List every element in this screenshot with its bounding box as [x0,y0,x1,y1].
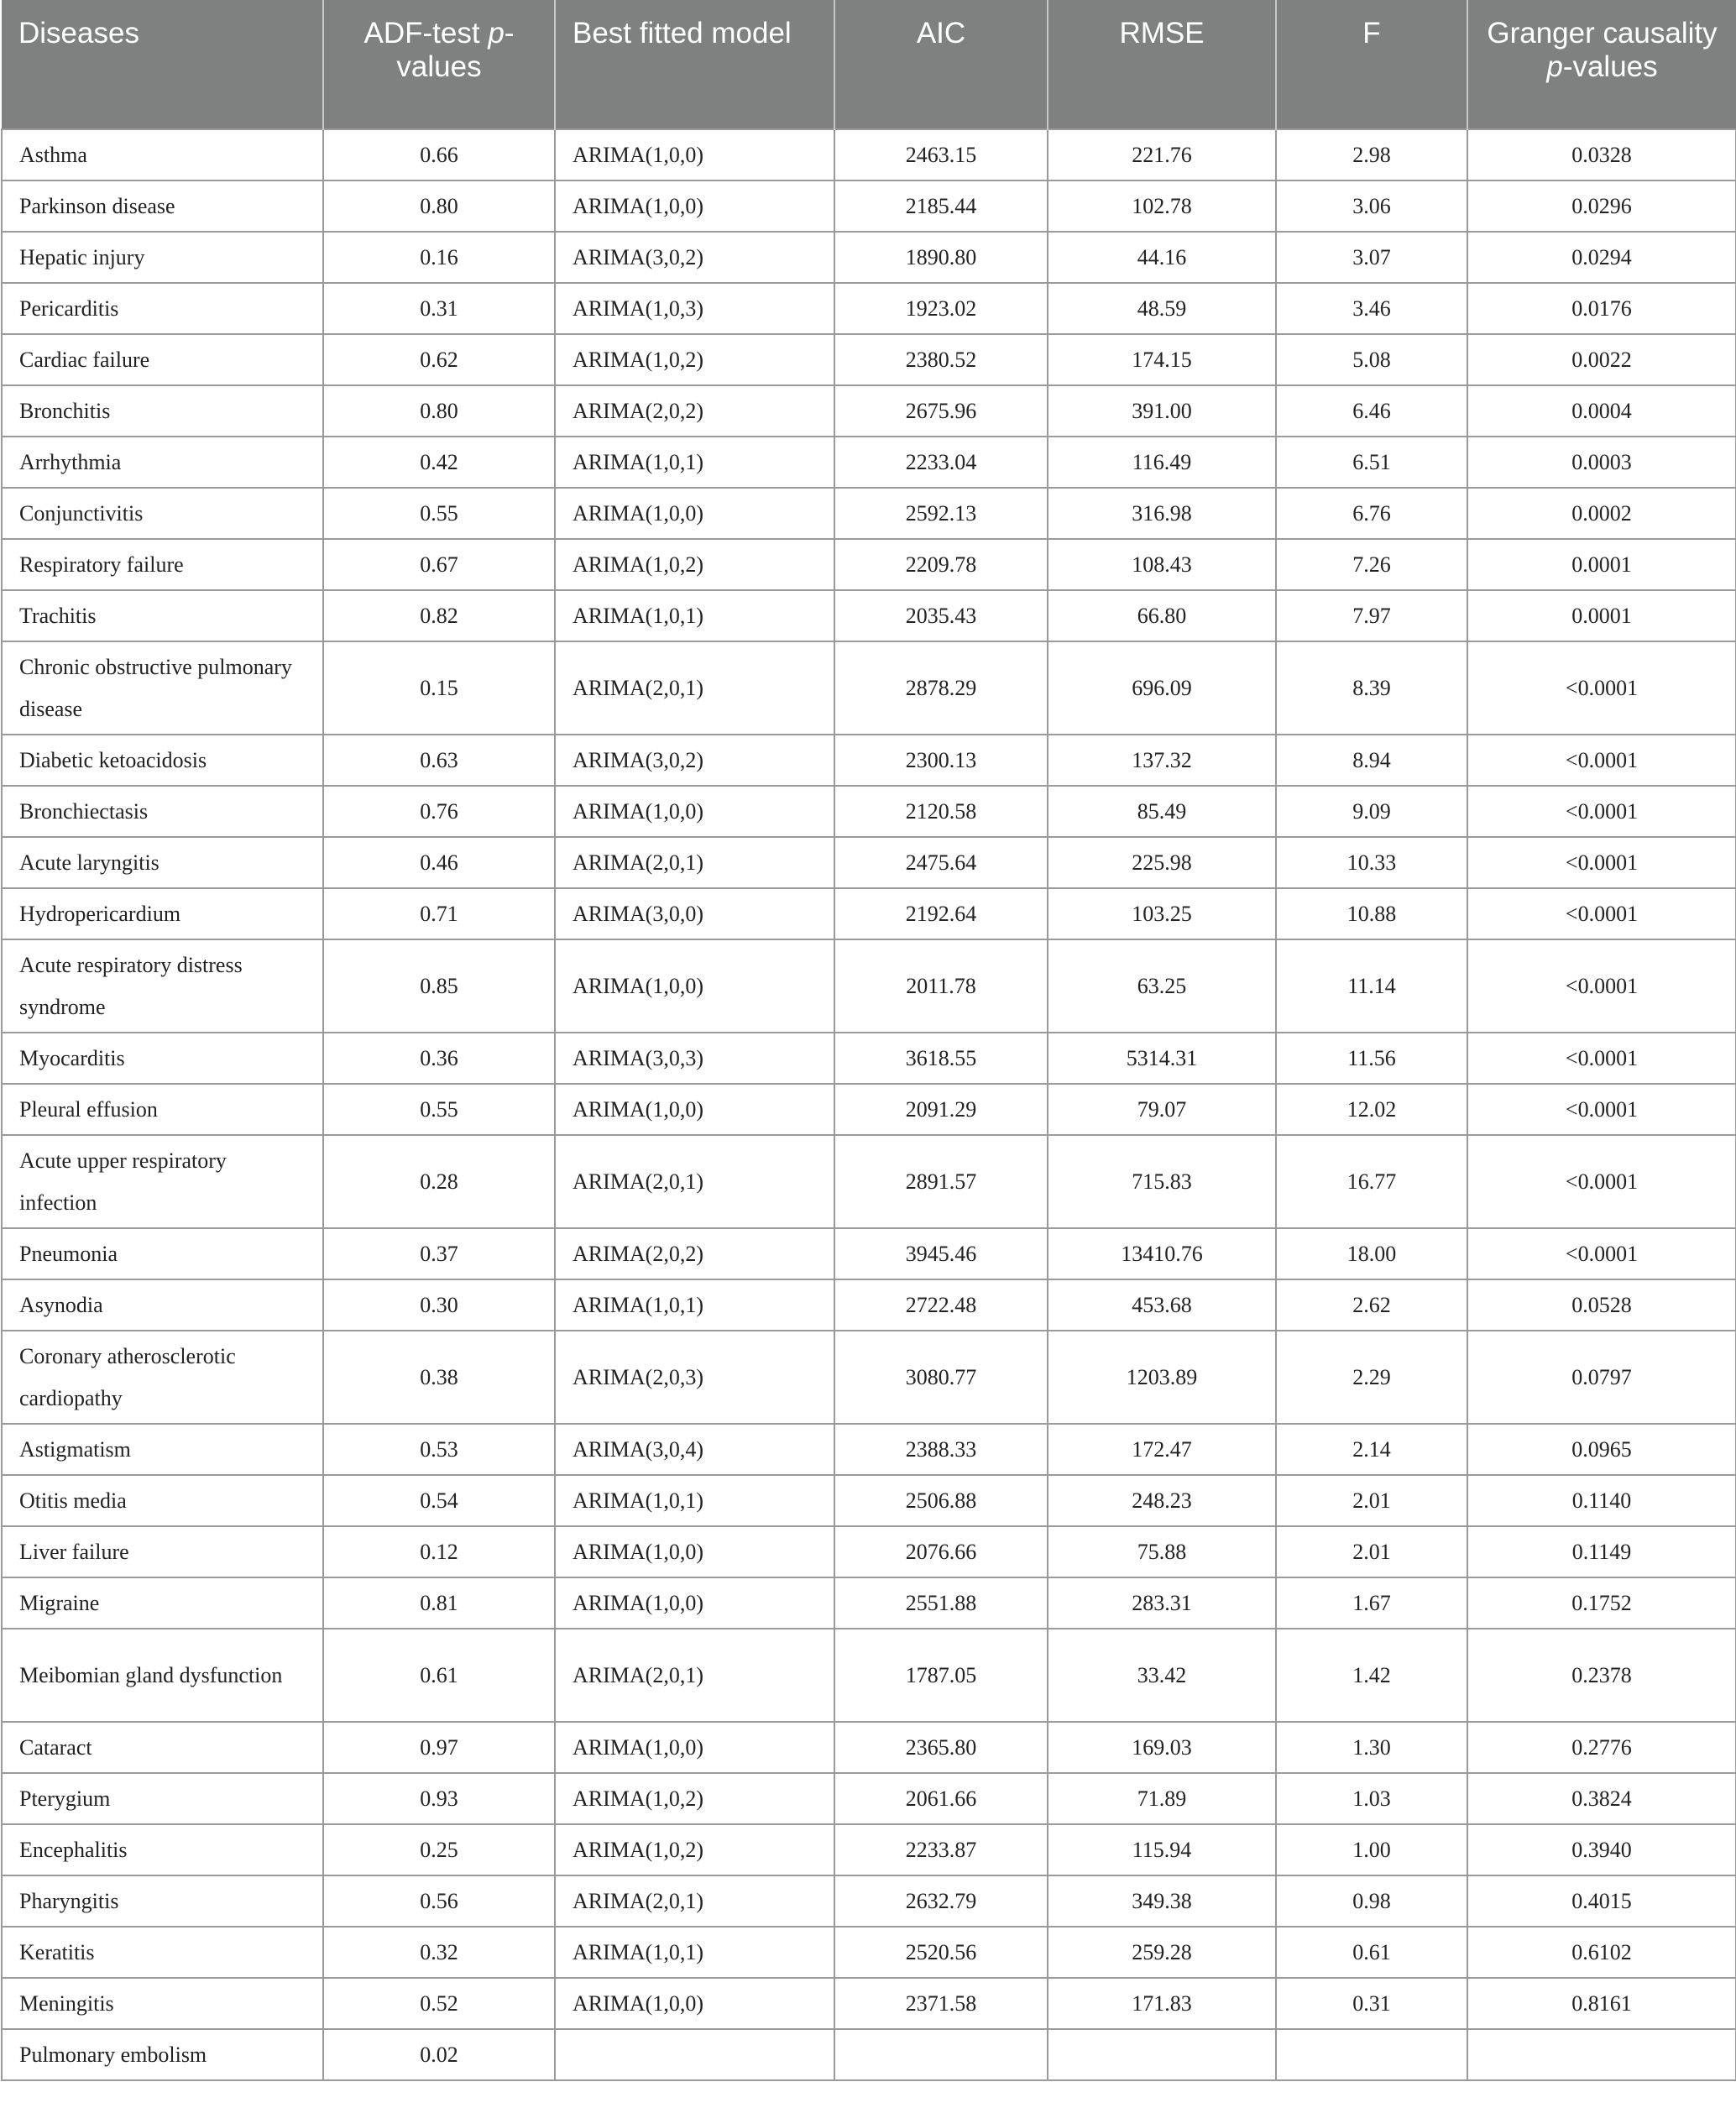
disease-name-cell: Pericarditis [2,283,323,334]
best-model-cell: ARIMA(1,0,1) [555,1475,834,1526]
table-row [2,232,1736,283]
f-value-cell: 10.88 [1276,888,1467,939]
disease-name-cell: Coronary atherosclerotic cardiopathy [2,1331,323,1424]
f-value-cell: 1.03 [1276,1773,1467,1824]
aic-value-cell: 2506.88 [834,1475,1048,1526]
table-row [2,786,1736,837]
adf-p-value-cell: 0.63 [323,735,555,786]
disease-name-cell: Myocarditis [2,1033,323,1084]
rmse-value-cell: 71.89 [1048,1773,1276,1824]
aic-value-cell: 1890.80 [834,232,1048,283]
disease-name-cell: Asthma [2,129,323,180]
f-value-cell: 2.01 [1276,1475,1467,1526]
adf-p-value-cell: 0.32 [323,1927,555,1978]
f-value-cell: 1.30 [1276,1722,1467,1773]
adf-p-value-cell: 0.80 [323,180,555,232]
rmse-value-cell: 171.83 [1048,1978,1276,2029]
adf-p-value-cell: 0.25 [323,1824,555,1875]
granger-p-value-cell [1467,2029,1736,2080]
f-value-cell [1276,2029,1467,2080]
results-table [1,0,1736,2081]
disease-name-cell: Arrhythmia [2,437,323,488]
rmse-value-cell: 696.09 [1048,641,1276,735]
granger-p-value-cell: <0.0001 [1467,786,1736,837]
rmse-value-cell: 221.76 [1048,129,1276,180]
adf-p-value-cell: 0.80 [323,385,555,437]
table-row [2,283,1736,334]
aic-value-cell: 2300.13 [834,735,1048,786]
best-model-cell: ARIMA(1,0,1) [555,590,834,641]
aic-value-cell: 2891.57 [834,1135,1048,1228]
best-model-cell: ARIMA(2,0,2) [555,1228,834,1279]
adf-p-value-cell: 0.02 [323,2029,555,2080]
adf-p-value-cell: 0.46 [323,837,555,888]
f-value-cell: 1.00 [1276,1824,1467,1875]
best-model-cell: ARIMA(3,0,2) [555,232,834,283]
f-value-cell: 12.02 [1276,1084,1467,1135]
rmse-value-cell: 453.68 [1048,1279,1276,1331]
adf-p-value-cell: 0.12 [323,1526,555,1577]
aic-value-cell [834,2029,1048,2080]
disease-name-cell: Bronchiectasis [2,786,323,837]
granger-p-value-cell: 0.3940 [1467,1824,1736,1875]
rmse-value-cell: 48.59 [1048,283,1276,334]
table-body [2,129,1736,2080]
adf-p-value-cell: 0.61 [323,1629,555,1722]
header-text-part: Best fitted model [573,17,792,50]
rmse-value-cell: 102.78 [1048,180,1276,232]
best-model-cell: ARIMA(2,0,1) [555,837,834,888]
best-model-cell: ARIMA(2,0,2) [555,385,834,437]
table-row [2,641,1736,735]
rmse-value-cell: 283.31 [1048,1577,1276,1629]
rmse-value-cell: 44.16 [1048,232,1276,283]
f-value-cell: 3.07 [1276,232,1467,283]
best-model-cell: ARIMA(1,0,0) [555,1722,834,1773]
best-model-cell: ARIMA(1,0,2) [555,539,834,590]
disease-name-cell: Diabetic ketoacidosis [2,735,323,786]
table-row [2,837,1736,888]
header-text-part: AIC [916,17,966,50]
granger-p-value-cell: 0.1149 [1467,1526,1736,1577]
adf-p-value-cell: 0.56 [323,1875,555,1927]
granger-p-value-cell: 0.0001 [1467,539,1736,590]
best-model-cell: ARIMA(1,0,0) [555,1577,834,1629]
header-text-part: p [488,17,505,50]
header-best-fitted-model [555,0,834,129]
granger-p-value-cell: 0.0296 [1467,180,1736,232]
rmse-value-cell: 172.47 [1048,1424,1276,1475]
f-value-cell: 2.29 [1276,1331,1467,1424]
disease-name-cell: Pneumonia [2,1228,323,1279]
granger-p-value-cell: 0.1140 [1467,1475,1736,1526]
disease-name-cell: Trachitis [2,590,323,641]
f-value-cell: 1.67 [1276,1577,1467,1629]
adf-p-value-cell: 0.38 [323,1331,555,1424]
granger-p-value-cell: <0.0001 [1467,1135,1736,1228]
f-value-cell: 16.77 [1276,1135,1467,1228]
rmse-value-cell: 5314.31 [1048,1033,1276,1084]
rmse-value-cell: 115.94 [1048,1824,1276,1875]
aic-value-cell: 2233.87 [834,1824,1048,1875]
header-text-part: p [1546,50,1563,83]
best-model-cell: ARIMA(1,0,0) [555,1526,834,1577]
table-row [2,1526,1736,1577]
rmse-value-cell: 108.43 [1048,539,1276,590]
disease-name-cell: Parkinson disease [2,180,323,232]
adf-p-value-cell: 0.97 [323,1722,555,1773]
disease-name-cell: Acute upper respiratory infection [2,1135,323,1228]
header-text-part: ADF-test [363,17,489,50]
granger-p-value-cell: 0.3824 [1467,1773,1736,1824]
adf-p-value-cell: 0.55 [323,1084,555,1135]
granger-p-value-cell: 0.0328 [1467,129,1736,180]
f-value-cell: 3.46 [1276,283,1467,334]
granger-p-value-cell: <0.0001 [1467,837,1736,888]
header-text-part: -values [396,17,515,83]
granger-p-value-cell: <0.0001 [1467,735,1736,786]
table-row [2,334,1736,385]
table-row [2,180,1736,232]
best-model-cell: ARIMA(3,0,3) [555,1033,834,1084]
rmse-value-cell: 66.80 [1048,590,1276,641]
table-row [2,437,1736,488]
aic-value-cell: 2380.52 [834,334,1048,385]
table-row [2,1475,1736,1526]
f-value-cell: 2.62 [1276,1279,1467,1331]
aic-value-cell: 2061.66 [834,1773,1048,1824]
table-row [2,888,1736,939]
header-aic [834,0,1048,129]
adf-p-value-cell: 0.36 [323,1033,555,1084]
granger-p-value-cell: <0.0001 [1467,1228,1736,1279]
aic-value-cell: 2120.58 [834,786,1048,837]
header-rmse [1048,0,1276,129]
f-value-cell: 9.09 [1276,786,1467,837]
disease-name-cell: Keratitis [2,1927,323,1978]
granger-p-value-cell: 0.0022 [1467,334,1736,385]
disease-name-cell: Astigmatism [2,1424,323,1475]
header-text-part: Granger causality [1487,17,1718,50]
table-row [2,1424,1736,1475]
adf-p-value-cell: 0.53 [323,1424,555,1475]
header-text-part: F [1362,17,1381,50]
best-model-cell: ARIMA(1,0,1) [555,1927,834,1978]
granger-p-value-cell: 0.2776 [1467,1722,1736,1773]
adf-p-value-cell: 0.93 [323,1773,555,1824]
table-header [2,0,1736,129]
f-value-cell: 11.56 [1276,1033,1467,1084]
rmse-value-cell: 103.25 [1048,888,1276,939]
disease-name-cell: Meningitis [2,1978,323,2029]
aic-value-cell: 2185.44 [834,180,1048,232]
aic-value-cell: 2076.66 [834,1526,1048,1577]
table-row [2,1279,1736,1331]
disease-name-cell: Cataract [2,1722,323,1773]
rmse-value-cell: 349.38 [1048,1875,1276,1927]
granger-p-value-cell: 0.0528 [1467,1279,1736,1331]
table-row [2,1228,1736,1279]
disease-name-cell: Asynodia [2,1279,323,1331]
aic-value-cell: 2192.64 [834,888,1048,939]
granger-p-value-cell: 0.0965 [1467,1424,1736,1475]
best-model-cell [555,2029,834,2080]
header-diseases [2,0,323,129]
disease-name-cell: Chronic obstructive pulmonary disease [2,641,323,735]
best-model-cell: ARIMA(1,0,0) [555,786,834,837]
adf-p-value-cell: 0.30 [323,1279,555,1331]
rmse-value-cell: 715.83 [1048,1135,1276,1228]
best-model-cell: ARIMA(1,0,3) [555,283,834,334]
table-row [2,939,1736,1033]
best-model-cell: ARIMA(1,0,0) [555,1084,834,1135]
disease-name-cell: Pharyngitis [2,1875,323,1927]
granger-p-value-cell: 0.0003 [1467,437,1736,488]
granger-p-value-cell: 0.6102 [1467,1927,1736,1978]
rmse-value-cell: 63.25 [1048,939,1276,1033]
rmse-value-cell: 225.98 [1048,837,1276,888]
f-value-cell: 5.08 [1276,334,1467,385]
rmse-value-cell: 13410.76 [1048,1228,1276,1279]
adf-p-value-cell: 0.82 [323,590,555,641]
best-model-cell: ARIMA(1,0,0) [555,939,834,1033]
aic-value-cell: 2592.13 [834,488,1048,539]
adf-p-value-cell: 0.66 [323,129,555,180]
aic-value-cell: 2675.96 [834,385,1048,437]
rmse-value-cell: 248.23 [1048,1475,1276,1526]
aic-value-cell: 2388.33 [834,1424,1048,1475]
aic-value-cell: 2520.56 [834,1927,1048,1978]
rmse-value-cell: 137.32 [1048,735,1276,786]
adf-p-value-cell: 0.71 [323,888,555,939]
table-row [2,1875,1736,1927]
f-value-cell: 6.51 [1276,437,1467,488]
adf-p-value-cell: 0.42 [323,437,555,488]
table-row [2,1722,1736,1773]
rmse-value-cell: 33.42 [1048,1629,1276,1722]
disease-name-cell: Liver failure [2,1526,323,1577]
aic-value-cell: 3080.77 [834,1331,1048,1424]
table-row [2,590,1736,641]
table-row [2,1084,1736,1135]
adf-p-value-cell: 0.52 [323,1978,555,2029]
header-adf-test-p-values [323,0,555,129]
aic-value-cell: 2475.64 [834,837,1048,888]
granger-p-value-cell: 0.2378 [1467,1629,1736,1722]
header-row [2,0,1736,129]
disease-name-cell: Acute laryngitis [2,837,323,888]
best-model-cell: ARIMA(2,0,1) [555,1875,834,1927]
table-row [2,1773,1736,1824]
granger-p-value-cell: 0.0797 [1467,1331,1736,1424]
f-value-cell: 7.97 [1276,590,1467,641]
aic-value-cell: 2722.48 [834,1279,1048,1331]
disease-name-cell: Respiratory failure [2,539,323,590]
rmse-value-cell [1048,2029,1276,2080]
best-model-cell: ARIMA(1,0,2) [555,334,834,385]
table-row [2,1629,1736,1722]
adf-p-value-cell: 0.31 [323,283,555,334]
f-value-cell: 7.26 [1276,539,1467,590]
disease-name-cell: Hepatic injury [2,232,323,283]
table-row [2,1135,1736,1228]
best-model-cell: ARIMA(2,0,1) [555,1135,834,1228]
best-model-cell: ARIMA(1,0,0) [555,1978,834,2029]
granger-p-value-cell: <0.0001 [1467,939,1736,1033]
adf-p-value-cell: 0.55 [323,488,555,539]
disease-name-cell: Pterygium [2,1773,323,1824]
aic-value-cell: 2011.78 [834,939,1048,1033]
aic-value-cell: 1923.02 [834,283,1048,334]
best-model-cell: ARIMA(3,0,4) [555,1424,834,1475]
granger-p-value-cell: <0.0001 [1467,888,1736,939]
disease-name-cell: Migraine [2,1577,323,1629]
f-value-cell: 2.01 [1276,1526,1467,1577]
table-row [2,129,1736,180]
f-value-cell: 2.14 [1276,1424,1467,1475]
table-row [2,488,1736,539]
rmse-value-cell: 259.28 [1048,1927,1276,1978]
header-text-part: RMSE [1119,17,1205,50]
best-model-cell: ARIMA(2,0,1) [555,641,834,735]
aic-value-cell: 3945.46 [834,1228,1048,1279]
granger-p-value-cell: <0.0001 [1467,1033,1736,1084]
f-value-cell: 8.39 [1276,641,1467,735]
aic-value-cell: 2035.43 [834,590,1048,641]
f-value-cell: 10.33 [1276,837,1467,888]
rmse-value-cell: 391.00 [1048,385,1276,437]
disease-name-cell: Otitis media [2,1475,323,1526]
adf-p-value-cell: 0.28 [323,1135,555,1228]
disease-name-cell: Meibomian gland dysfunction [2,1629,323,1722]
aic-value-cell: 2209.78 [834,539,1048,590]
best-model-cell: ARIMA(2,0,3) [555,1331,834,1424]
adf-p-value-cell: 0.67 [323,539,555,590]
granger-p-value-cell: <0.0001 [1467,1084,1736,1135]
rmse-value-cell: 75.88 [1048,1526,1276,1577]
aic-value-cell: 2091.29 [834,1084,1048,1135]
f-value-cell: 0.98 [1276,1875,1467,1927]
rmse-value-cell: 1203.89 [1048,1331,1276,1424]
disease-name-cell: Cardiac failure [2,334,323,385]
aic-value-cell: 3618.55 [834,1033,1048,1084]
best-model-cell: ARIMA(3,0,2) [555,735,834,786]
adf-p-value-cell: 0.76 [323,786,555,837]
f-value-cell: 1.42 [1276,1629,1467,1722]
best-model-cell: ARIMA(1,0,0) [555,180,834,232]
best-model-cell: ARIMA(3,0,0) [555,888,834,939]
granger-p-value-cell: 0.0004 [1467,385,1736,437]
granger-p-value-cell: <0.0001 [1467,641,1736,735]
rmse-value-cell: 116.49 [1048,437,1276,488]
best-model-cell: ARIMA(1,0,1) [555,1279,834,1331]
best-model-cell: ARIMA(1,0,0) [555,488,834,539]
table-row [2,2029,1736,2080]
adf-p-value-cell: 0.62 [323,334,555,385]
f-value-cell: 11.14 [1276,939,1467,1033]
rmse-value-cell: 85.49 [1048,786,1276,837]
table-row [2,539,1736,590]
header-text-part: -values [1562,50,1658,83]
table-row [2,735,1736,786]
aic-value-cell: 2233.04 [834,437,1048,488]
table-row [2,1978,1736,2029]
f-value-cell: 6.76 [1276,488,1467,539]
granger-p-value-cell: 0.0002 [1467,488,1736,539]
aic-value-cell: 2463.15 [834,129,1048,180]
f-value-cell: 0.61 [1276,1927,1467,1978]
best-model-cell: ARIMA(1,0,2) [555,1773,834,1824]
aic-value-cell: 1787.05 [834,1629,1048,1722]
best-model-cell: ARIMA(1,0,0) [555,129,834,180]
aic-value-cell: 2878.29 [834,641,1048,735]
disease-name-cell: Acute respiratory distress syndrome [2,939,323,1033]
granger-p-value-cell: 0.8161 [1467,1978,1736,2029]
table-row [2,1331,1736,1424]
adf-p-value-cell: 0.37 [323,1228,555,1279]
header-text-part: Diseases [18,17,139,50]
granger-p-value-cell: 0.4015 [1467,1875,1736,1927]
adf-p-value-cell: 0.85 [323,939,555,1033]
disease-name-cell: Pulmonary embolism [2,2029,323,2080]
header-granger-causality-p-values [1467,0,1736,129]
header-f [1276,0,1467,129]
f-value-cell: 8.94 [1276,735,1467,786]
adf-p-value-cell: 0.81 [323,1577,555,1629]
granger-p-value-cell: 0.0176 [1467,283,1736,334]
rmse-value-cell: 169.03 [1048,1722,1276,1773]
granger-p-value-cell: 0.0294 [1467,232,1736,283]
rmse-value-cell: 79.07 [1048,1084,1276,1135]
f-value-cell: 0.31 [1276,1978,1467,2029]
disease-name-cell: Encephalitis [2,1824,323,1875]
table-row [2,1824,1736,1875]
adf-p-value-cell: 0.54 [323,1475,555,1526]
disease-name-cell: Hydropericardium [2,888,323,939]
adf-p-value-cell: 0.15 [323,641,555,735]
granger-p-value-cell: 0.1752 [1467,1577,1736,1629]
f-value-cell: 3.06 [1276,180,1467,232]
f-value-cell: 18.00 [1276,1228,1467,1279]
best-model-cell: ARIMA(1,0,2) [555,1824,834,1875]
f-value-cell: 6.46 [1276,385,1467,437]
disease-name-cell: Conjunctivitis [2,488,323,539]
granger-p-value-cell: 0.0001 [1467,590,1736,641]
rmse-value-cell: 316.98 [1048,488,1276,539]
aic-value-cell: 2632.79 [834,1875,1048,1927]
f-value-cell: 2.98 [1276,129,1467,180]
table-row [2,1927,1736,1978]
best-model-cell: ARIMA(1,0,1) [555,437,834,488]
adf-p-value-cell: 0.16 [323,232,555,283]
aic-value-cell: 2551.88 [834,1577,1048,1629]
best-model-cell: ARIMA(2,0,1) [555,1629,834,1722]
disease-name-cell: Bronchitis [2,385,323,437]
aic-value-cell: 2371.58 [834,1978,1048,2029]
aic-value-cell: 2365.80 [834,1722,1048,1773]
rmse-value-cell: 174.15 [1048,334,1276,385]
table-row [2,1033,1736,1084]
disease-name-cell: Pleural effusion [2,1084,323,1135]
table-row [2,385,1736,437]
table-row [2,1577,1736,1629]
